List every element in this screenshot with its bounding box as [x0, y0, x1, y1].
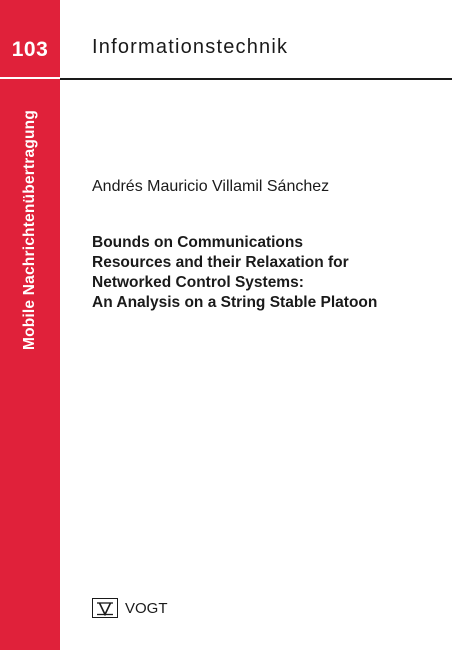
book-title-line: Networked Control Systems: [92, 274, 304, 291]
spine-series-title: Mobile Nachrichtenübertragung [21, 109, 38, 351]
vogt-logo-icon [92, 598, 118, 618]
header-rule [60, 78, 452, 80]
publisher-block [92, 598, 168, 618]
vogt-logo-glyph [95, 601, 115, 616]
series-name: Informationstechnik [92, 36, 289, 58]
publisher-name: VOGT [125, 599, 168, 617]
author-name: Andrés Mauricio Villamil Sánchez [92, 178, 330, 195]
series-number: 103 [11, 38, 49, 61]
red-spine-band [0, 0, 60, 650]
book-title [92, 233, 442, 313]
book-title-line: An Analysis on a String Stable Platoon [92, 294, 378, 311]
book-title-line: Bounds on Communications [92, 234, 303, 251]
spine-divider [0, 77, 60, 79]
book-title-line: Resources and their Relaxation for [92, 254, 349, 271]
